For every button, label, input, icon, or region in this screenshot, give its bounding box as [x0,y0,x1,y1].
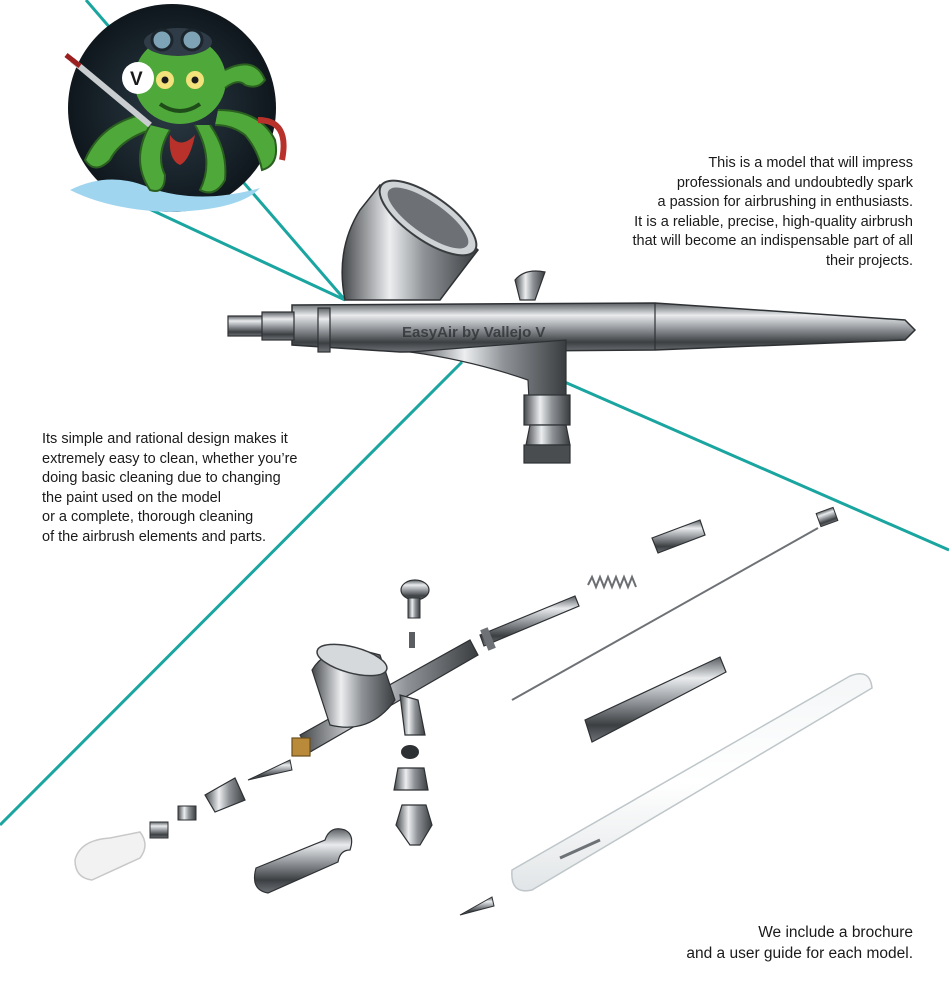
caption-line: doing basic cleaning due to changing [42,470,281,486]
caption-line: of the airbrush elements and parts. [42,528,267,545]
part-small-pin [409,632,415,648]
part-needle-chuck [480,596,579,646]
caption-line: professionals and undoubtedly spark [676,174,913,191]
part-spring [588,577,636,587]
part-white-cap [75,832,145,880]
caption-middle-left [42,430,298,547]
part-air-valve [400,695,425,735]
part-nozzle-cap [205,778,245,812]
caption-line: a passion for airbrushing in enthusiasts. [657,194,913,210]
caption-line: We include a brochure [758,924,913,941]
part-trigger-cap [401,580,429,600]
part-protective-tube [512,674,872,891]
caption-line: Its simple and rational design makes it [42,431,288,447]
part-needle-cap-tip [248,760,292,780]
part-valve-body [394,768,428,790]
part-handle [585,657,726,742]
caption-line: This is a model that will impress [708,155,913,171]
part-nozzle-thread [292,738,310,756]
caption-line: extremely easy to clean, whether you’re [42,450,298,467]
part-nozzle [178,806,196,820]
part-needle-nut [816,507,838,526]
octopus-mascot-icon [66,4,284,212]
caption-line: or a complete, thorough cleaning [42,509,254,525]
guide-line-left [130,200,345,300]
airbrush-brand-text: EasyAir by Vallejo V [402,324,546,341]
part-nozzle-washer [150,822,168,838]
mascot-badge-letter: V [130,69,143,90]
caption-line: their projects. [825,252,913,269]
part-spare-tip [460,897,494,915]
part-wrench [255,829,352,893]
caption-line: the paint used on the model [42,489,221,506]
exploded-parts [75,507,872,915]
caption-line: that will become an indispensable part of all [632,233,913,249]
caption-top-right [633,154,914,271]
caption-bottom-right [686,922,913,964]
caption-line: and a user guide for each model. [686,945,913,962]
part-valve-top [401,745,419,759]
part-air-fitting [396,805,432,845]
caption-line: It is a reliable, precise, high-quality airbrush [634,213,913,230]
part-spring-guide [652,520,705,553]
guide-line-right [560,380,949,550]
